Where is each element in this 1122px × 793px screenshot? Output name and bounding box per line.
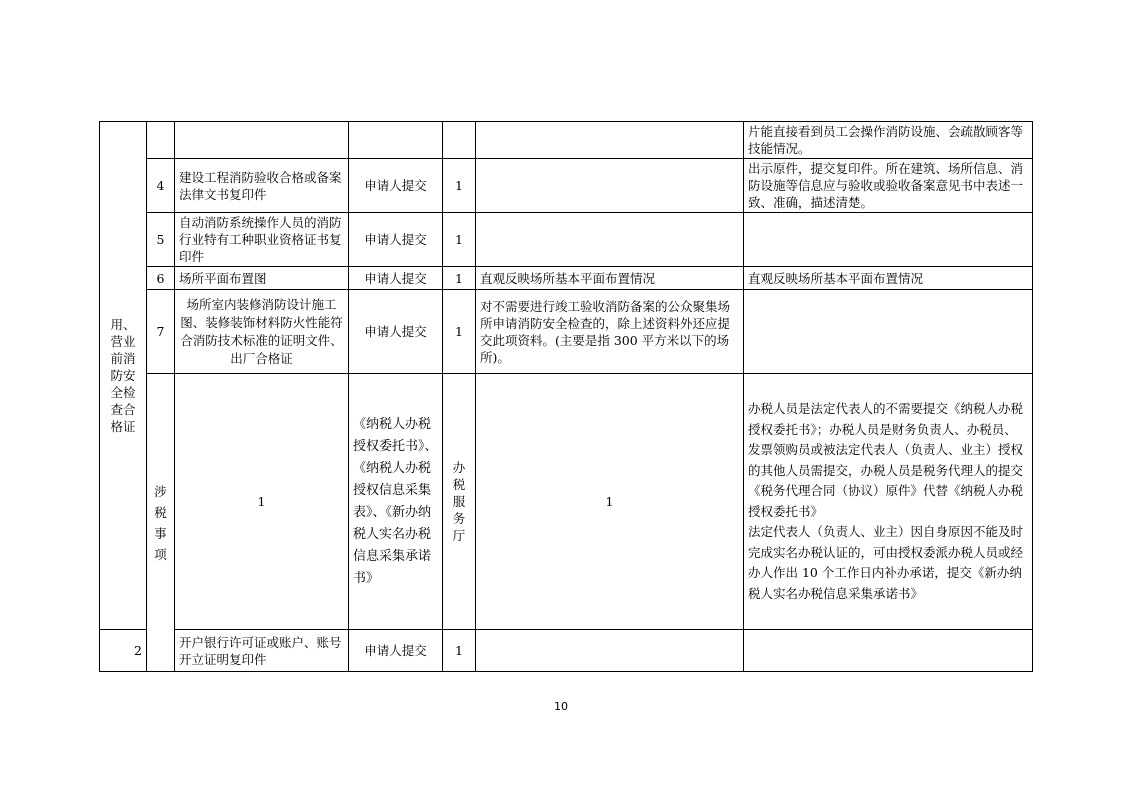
material-name: 开户银行许可证或账户、账号开立证明复印件: [175, 630, 349, 672]
material-note: [744, 213, 1033, 267]
category-cell: 涉税 事项: [147, 374, 175, 672]
material-requirement: 直观反映场所基本平面布置情况: [476, 267, 744, 290]
material-note: [744, 630, 1033, 672]
material-requirement: 对不需要进行竣工验收消防备案的公众聚集场所申请消防安全检查的，除上述资料外还应提交此项资料。(主要是指 300 平方米以下的场所)。: [476, 290, 744, 374]
category-cell: 用、 营业 前消 防安 全检 查合 格证: [100, 122, 147, 630]
material-note: 片能直接看到员工会操作消防设施、会疏散顾客等技能情况。: [744, 122, 1033, 159]
row-number: 7: [147, 290, 175, 374]
material-source: 申请人提交: [349, 290, 443, 374]
material-note: 直观反映场所基本平面布置情况: [744, 267, 1033, 290]
table-row: [100, 159, 1033, 213]
material-count: 1: [476, 374, 744, 630]
material-requirement: [476, 122, 744, 159]
row-number: 6: [147, 267, 175, 290]
table-row: [100, 213, 1033, 267]
material-name: 场所室内装修消防设计施工图、装修装饰材料防火性能符合消防技术标准的证明文件、出厂合格证: [175, 290, 349, 374]
material-note: [744, 290, 1033, 374]
material-requirement: [476, 159, 744, 213]
material-requirement: [476, 213, 744, 267]
material-name: 场所平面布置图: [175, 267, 349, 290]
material-count: 1: [443, 630, 476, 672]
material-source: 申请人提交: [349, 159, 443, 213]
material-source: 办税服务厅: [443, 374, 476, 630]
material-count: 1: [443, 290, 476, 374]
table-row: [100, 374, 1033, 630]
material-name: 建设工程消防验收合格或备案法律文书复印件: [175, 159, 349, 213]
material-note: 出示原件，提交复印件。所在建筑、场所信息、消防设施等信息应与验收或验收备案意见书中表述一致、准确，描述清楚。: [744, 159, 1033, 213]
material-count: 1: [443, 159, 476, 213]
material-source: [349, 122, 443, 159]
row-number: 4: [147, 159, 175, 213]
table-row: [100, 630, 1033, 672]
material-name: [175, 122, 349, 159]
material-count: 1: [443, 213, 476, 267]
material-count: [443, 122, 476, 159]
table-row: [100, 290, 1033, 374]
material-requirement: 办税人员是法定代表人的不需要提交《纳税人办税授权委托书》；办税人员是财务负责人、办税员、发票领购员或被法定代表人（负责人、业主）授权的其他人员需提交，办税人员是税务代理人的提交《税务代理合同（协议）原件》代替《纳税人办税授权委托书》 法定代表人（负责人、业主）因自身原因不能及时完成实名办税认证的，可由授权委派办税人员或经办人作出 10 个工作日内补办承诺，提交《新办纳税人实名办税信息采集承诺书》: [744, 374, 1033, 630]
material-name: 自动消防系统操作人员的消防行业特有工种职业资格证书复印件: [175, 213, 349, 267]
page-number: 10: [554, 700, 568, 713]
row-number: [147, 122, 175, 159]
table-row: [100, 267, 1033, 290]
material-source: 申请人提交: [349, 630, 443, 672]
material-count: 1: [443, 267, 476, 290]
material-source: 申请人提交: [349, 267, 443, 290]
row-number: 2: [100, 630, 147, 672]
row-number: 1: [175, 374, 349, 630]
material-source: 申请人提交: [349, 213, 443, 267]
requirements-table: [99, 121, 1033, 672]
material-name: 《纳税人办税授权委托书》、《纳税人办税授权信息采集表》、《新办纳税人实名办税信息采集承诺书》: [349, 374, 443, 630]
table-row: [100, 122, 1033, 159]
row-number: 5: [147, 213, 175, 267]
material-requirement: [476, 630, 744, 672]
